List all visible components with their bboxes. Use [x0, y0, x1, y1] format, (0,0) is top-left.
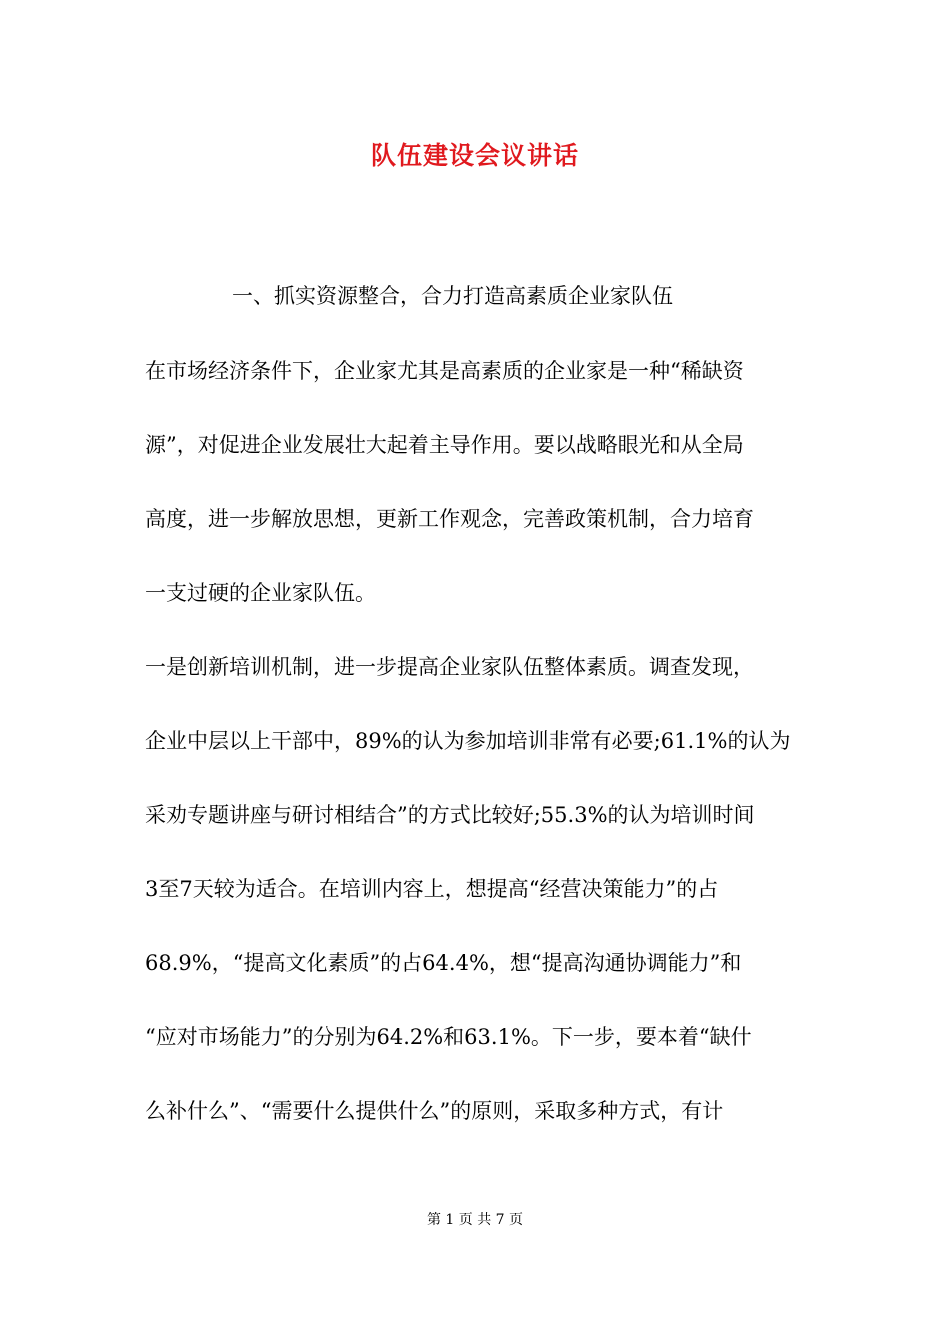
paragraph-line: 企业中层以上干部中，89%的认为参加培训非常有必要;61.1%的认为: [145, 729, 791, 753]
paragraph-line: “应对市场能力”的分别为64.2%和63.1%。下一步，要本着“缺什: [145, 1025, 752, 1049]
paragraph-line: 3至7天较为适合。在培训内容上，想提高“经营决策能力”的占: [145, 877, 719, 901]
paragraph-line: 一是创新培训机制，进一步提高企业家队伍整体素质。调查发现，: [145, 655, 754, 679]
document-title: 队伍建设会议讲话: [370, 141, 579, 170]
page-number-footer: 第 1 页 共 7 页: [426, 1212, 524, 1228]
section-heading: 一、抓实资源整合，合力打造高素质企业家队伍: [232, 284, 673, 308]
paragraph-line: 高度，进一步解放思想，更新工作观念，完善政策机制，合力培育: [145, 507, 754, 531]
paragraph-line: 68.9%，“提高文化素质”的占64.4%，想“提高沟通协调能力”和: [145, 951, 742, 975]
paragraph-line: 采劝专题讲座与研讨相结合”的方式比较好;55.3%的认为培训时间: [145, 803, 755, 827]
paragraph-line: 源”，对促进企业发展壮大起着主导作用。要以战略眼光和从全局: [145, 433, 744, 457]
paragraph-line: 一支过硬的企业家队伍。: [145, 581, 376, 605]
paragraph-line: 么补什么”、“需要什么提供什么”的原则，采取多种方式，有计: [145, 1099, 724, 1123]
paragraph-line: 在市场经济条件下，企业家尤其是高素质的企业家是一种“稀缺资: [145, 359, 744, 383]
